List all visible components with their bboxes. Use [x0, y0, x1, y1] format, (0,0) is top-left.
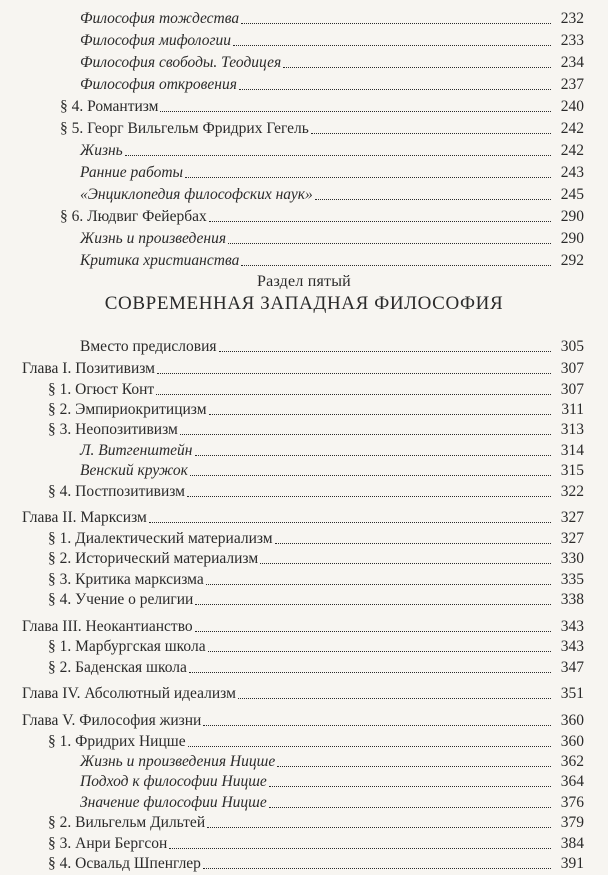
toc-page-number: 290: [560, 208, 584, 225]
dot-leader: [283, 67, 551, 68]
toc-entry-label: Глава III. Неокантианство: [22, 618, 193, 635]
toc-entry-dilthey[interactable]: [48, 810, 584, 832]
dot-leader: [275, 543, 551, 544]
dot-leader: [156, 394, 551, 395]
toc-page-number: 338: [560, 591, 584, 608]
toc-entry-hegel[interactable]: [60, 116, 584, 138]
toc-page-number: 391: [560, 855, 584, 872]
section-subtitle: Раздел пятый: [257, 273, 351, 290]
dot-leader: [269, 786, 551, 787]
toc-entry-label: § 3. Анри Бергсон: [48, 835, 168, 852]
dot-leader: [228, 243, 551, 244]
toc-entry-label: Значение философии Ницше: [80, 794, 267, 811]
toc-entry-label: Ранние работы: [80, 164, 184, 181]
toc-page-number: 232: [560, 10, 584, 27]
dot-leader: [149, 522, 551, 523]
toc-entry-empiriocriticism[interactable]: [48, 397, 584, 419]
toc-entry-label: Л. Витгенштейн: [80, 442, 193, 459]
toc-page-number: 322: [560, 483, 584, 500]
toc-page-number: 307: [560, 381, 584, 398]
toc-page-number: 305: [560, 338, 584, 355]
dot-leader: [160, 111, 551, 112]
toc-entry-marburg-school[interactable]: [48, 634, 584, 656]
toc-page-number: 343: [560, 618, 584, 635]
toc-entry-nietzsche-life[interactable]: [80, 749, 584, 771]
toc-entry-label: § 1. Фридрих Ницше: [48, 733, 186, 750]
toc-entry-label: § 4. Освальд Шпенглер: [48, 855, 201, 872]
toc-entry-hegel-encyclopedia[interactable]: [80, 182, 584, 204]
toc-entry-label: § 3. Неопозитивизм: [48, 421, 178, 438]
dot-leader: [208, 651, 551, 652]
toc-entry-nietzsche-significance[interactable]: [80, 790, 584, 812]
toc-entry-historical-materialism[interactable]: [48, 546, 584, 568]
dot-leader: [195, 455, 552, 456]
toc-page-number: 245: [560, 186, 584, 203]
toc-entry-chapter-5[interactable]: [22, 708, 584, 730]
toc-page-number: 313: [560, 421, 584, 438]
dot-leader: [189, 672, 551, 673]
toc-entry-label: § 4. Романтизм: [60, 98, 159, 115]
toc-entry-philosophy-of-freedom[interactable]: [80, 50, 584, 72]
toc-page-number: 330: [560, 550, 584, 567]
toc-entry-baden-school[interactable]: [48, 655, 584, 677]
toc-page-number: 360: [560, 712, 584, 729]
toc-entry-label: § 6. Людвиг Фейербах: [60, 208, 207, 225]
dot-leader: [311, 133, 551, 134]
toc-page-number: 243: [560, 164, 584, 181]
dot-leader: [315, 199, 551, 200]
dot-leader: [190, 475, 551, 476]
toc-entry-label: Философия тождества: [80, 10, 240, 27]
toc-entry-label: § 4. Постпозитивизм: [48, 483, 185, 500]
dot-leader: [207, 827, 551, 828]
toc-entry-label: Глава V. Философия жизни: [22, 712, 202, 729]
toc-page-number: 327: [560, 509, 584, 526]
dot-leader: [239, 89, 551, 90]
toc-entry-label: § 2. Баденская школа: [48, 659, 187, 676]
toc-entry-chapter-2[interactable]: [22, 505, 584, 527]
dot-leader: [269, 807, 551, 808]
dot-leader: [185, 177, 551, 178]
toc-entry-feuerbach[interactable]: [60, 204, 584, 226]
dot-leader: [233, 45, 551, 46]
toc-entry-preface[interactable]: [80, 334, 584, 356]
toc-page-number: 327: [560, 530, 584, 547]
toc-entry-label: Глава IV. Абсолютный идеализм: [22, 685, 236, 702]
dot-leader: [203, 868, 551, 869]
toc-page-number: 292: [560, 252, 584, 269]
toc-entry-label: Жизнь: [80, 142, 123, 159]
toc-page-number: 351: [560, 685, 584, 702]
dot-leader: [209, 414, 552, 415]
toc-page-number: 343: [560, 638, 584, 655]
toc-entry-bergson[interactable]: [48, 831, 584, 853]
toc-entry-label: «Энциклопедия философских наук»: [80, 186, 313, 203]
toc-entry-critique-of-christianity[interactable]: [80, 248, 584, 270]
dot-leader: [241, 265, 551, 266]
toc-page-number: 335: [560, 571, 584, 588]
toc-entry-label: Критика христианства: [80, 252, 240, 269]
toc-entry-critique-of-marxism[interactable]: [48, 567, 584, 589]
toc-entry-postpositivism[interactable]: [48, 479, 584, 501]
toc-page-number: 234: [560, 54, 584, 71]
dot-leader: [195, 604, 551, 605]
toc-page-number: 240: [560, 98, 584, 115]
toc-entry-label: § 3. Критика марксизма: [48, 571, 204, 588]
toc-entry-label: § 2. Исторический материализм: [48, 550, 259, 567]
section-title: СОВРЕМЕННАЯ ЗАПАДНАЯ ФИЛОСОФИЯ: [104, 293, 504, 314]
toc-entry-chapter-4[interactable]: [22, 681, 584, 703]
toc-entry-label: Глава II. Марксизм: [22, 509, 147, 526]
toc-entry-wittgenstein[interactable]: [80, 438, 584, 460]
dot-leader: [180, 434, 551, 435]
toc-entry-label: Жизнь и произведения: [80, 230, 227, 247]
toc-entry-philosophy-of-identity[interactable]: [80, 6, 584, 28]
dot-leader: [206, 584, 551, 585]
dot-leader: [238, 698, 551, 699]
toc-entry-chapter-1[interactable]: [22, 356, 584, 378]
toc-entry-romanticism[interactable]: [60, 94, 584, 116]
toc-entry-label: Философия откровения: [80, 76, 237, 93]
toc-page-number: 242: [560, 142, 584, 159]
toc-entry-label: Венский кружок: [80, 462, 188, 479]
toc-entry-label: Вместо предисловия: [80, 338, 217, 355]
toc-entry-label: § 1. Марбургская школа: [48, 638, 206, 655]
toc-page-number: 307: [560, 360, 584, 377]
dot-leader: [209, 221, 551, 222]
toc-entry-hegel-life[interactable]: [80, 138, 584, 160]
toc-page-number: 364: [560, 773, 584, 790]
toc-page-number: 311: [561, 401, 584, 418]
toc-entry-comte[interactable]: [48, 377, 584, 399]
toc-entry-doctrine-of-religion[interactable]: [48, 587, 584, 609]
toc-page-number: 290: [560, 230, 584, 247]
toc-entry-label: § 4. Учение о религии: [48, 591, 194, 608]
toc-entry-label: § 2. Вильгельм Дильтей: [48, 814, 206, 831]
toc-page-number: 360: [560, 733, 584, 750]
toc-entry-feuerbach-life[interactable]: [80, 226, 584, 248]
toc-page-number: 314: [560, 442, 584, 459]
toc-page-number: 379: [560, 814, 584, 831]
toc-entry-chapter-3[interactable]: [22, 614, 584, 636]
toc-entry-nietzsche[interactable]: [48, 729, 584, 751]
toc-entry-dialectical-materialism[interactable]: [48, 526, 584, 548]
toc-entry-label: Подход к философии Ницше: [80, 773, 267, 790]
toc-entry-label: Жизнь и произведения Ницше: [80, 753, 276, 770]
toc-entry-vienna-circle[interactable]: [80, 458, 584, 480]
toc-page-number: 362: [560, 753, 584, 770]
toc-page-number: 233: [560, 32, 584, 49]
toc-entry-label: Философия свободы. Теодицея: [80, 54, 282, 71]
toc-entry-spengler[interactable]: [48, 851, 584, 873]
toc-entry-nietzsche-approach[interactable]: [80, 769, 584, 791]
dot-leader: [260, 563, 551, 564]
toc-entry-neopositivism[interactable]: [48, 417, 584, 439]
toc-entry-label: § 5. Георг Вильгельм Фридрих Гегель: [60, 120, 309, 137]
toc-entry-label: Философия мифологии: [80, 32, 232, 49]
toc-page-number: 347: [560, 659, 584, 676]
dot-leader: [277, 766, 551, 767]
dot-leader: [203, 725, 551, 726]
dot-leader: [219, 351, 552, 352]
toc-entry-label: § 2. Эмпириокритицизм: [48, 401, 207, 418]
toc-entry-label: Глава I. Позитивизм: [22, 360, 155, 377]
toc-page-number: 242: [560, 120, 584, 137]
dot-leader: [187, 496, 551, 497]
toc-page-number: 237: [560, 76, 584, 93]
dot-leader: [188, 746, 551, 747]
toc-page-number: 376: [560, 794, 584, 811]
toc-entry-philosophy-of-mythology[interactable]: [80, 28, 584, 50]
dot-leader: [169, 848, 551, 849]
toc-page-number: 315: [560, 462, 584, 479]
toc-entry-label: § 1. Диалектический материализм: [48, 530, 273, 547]
dot-leader: [241, 23, 551, 24]
dot-leader: [125, 155, 551, 156]
dot-leader: [157, 373, 551, 374]
dot-leader: [195, 631, 551, 632]
toc-page-number: 384: [560, 835, 584, 852]
toc-entry-hegel-early-works[interactable]: [80, 160, 584, 182]
toc-entry-philosophy-of-revelation[interactable]: [80, 72, 584, 94]
toc-entry-label: § 1. Огюст Конт: [48, 381, 155, 398]
